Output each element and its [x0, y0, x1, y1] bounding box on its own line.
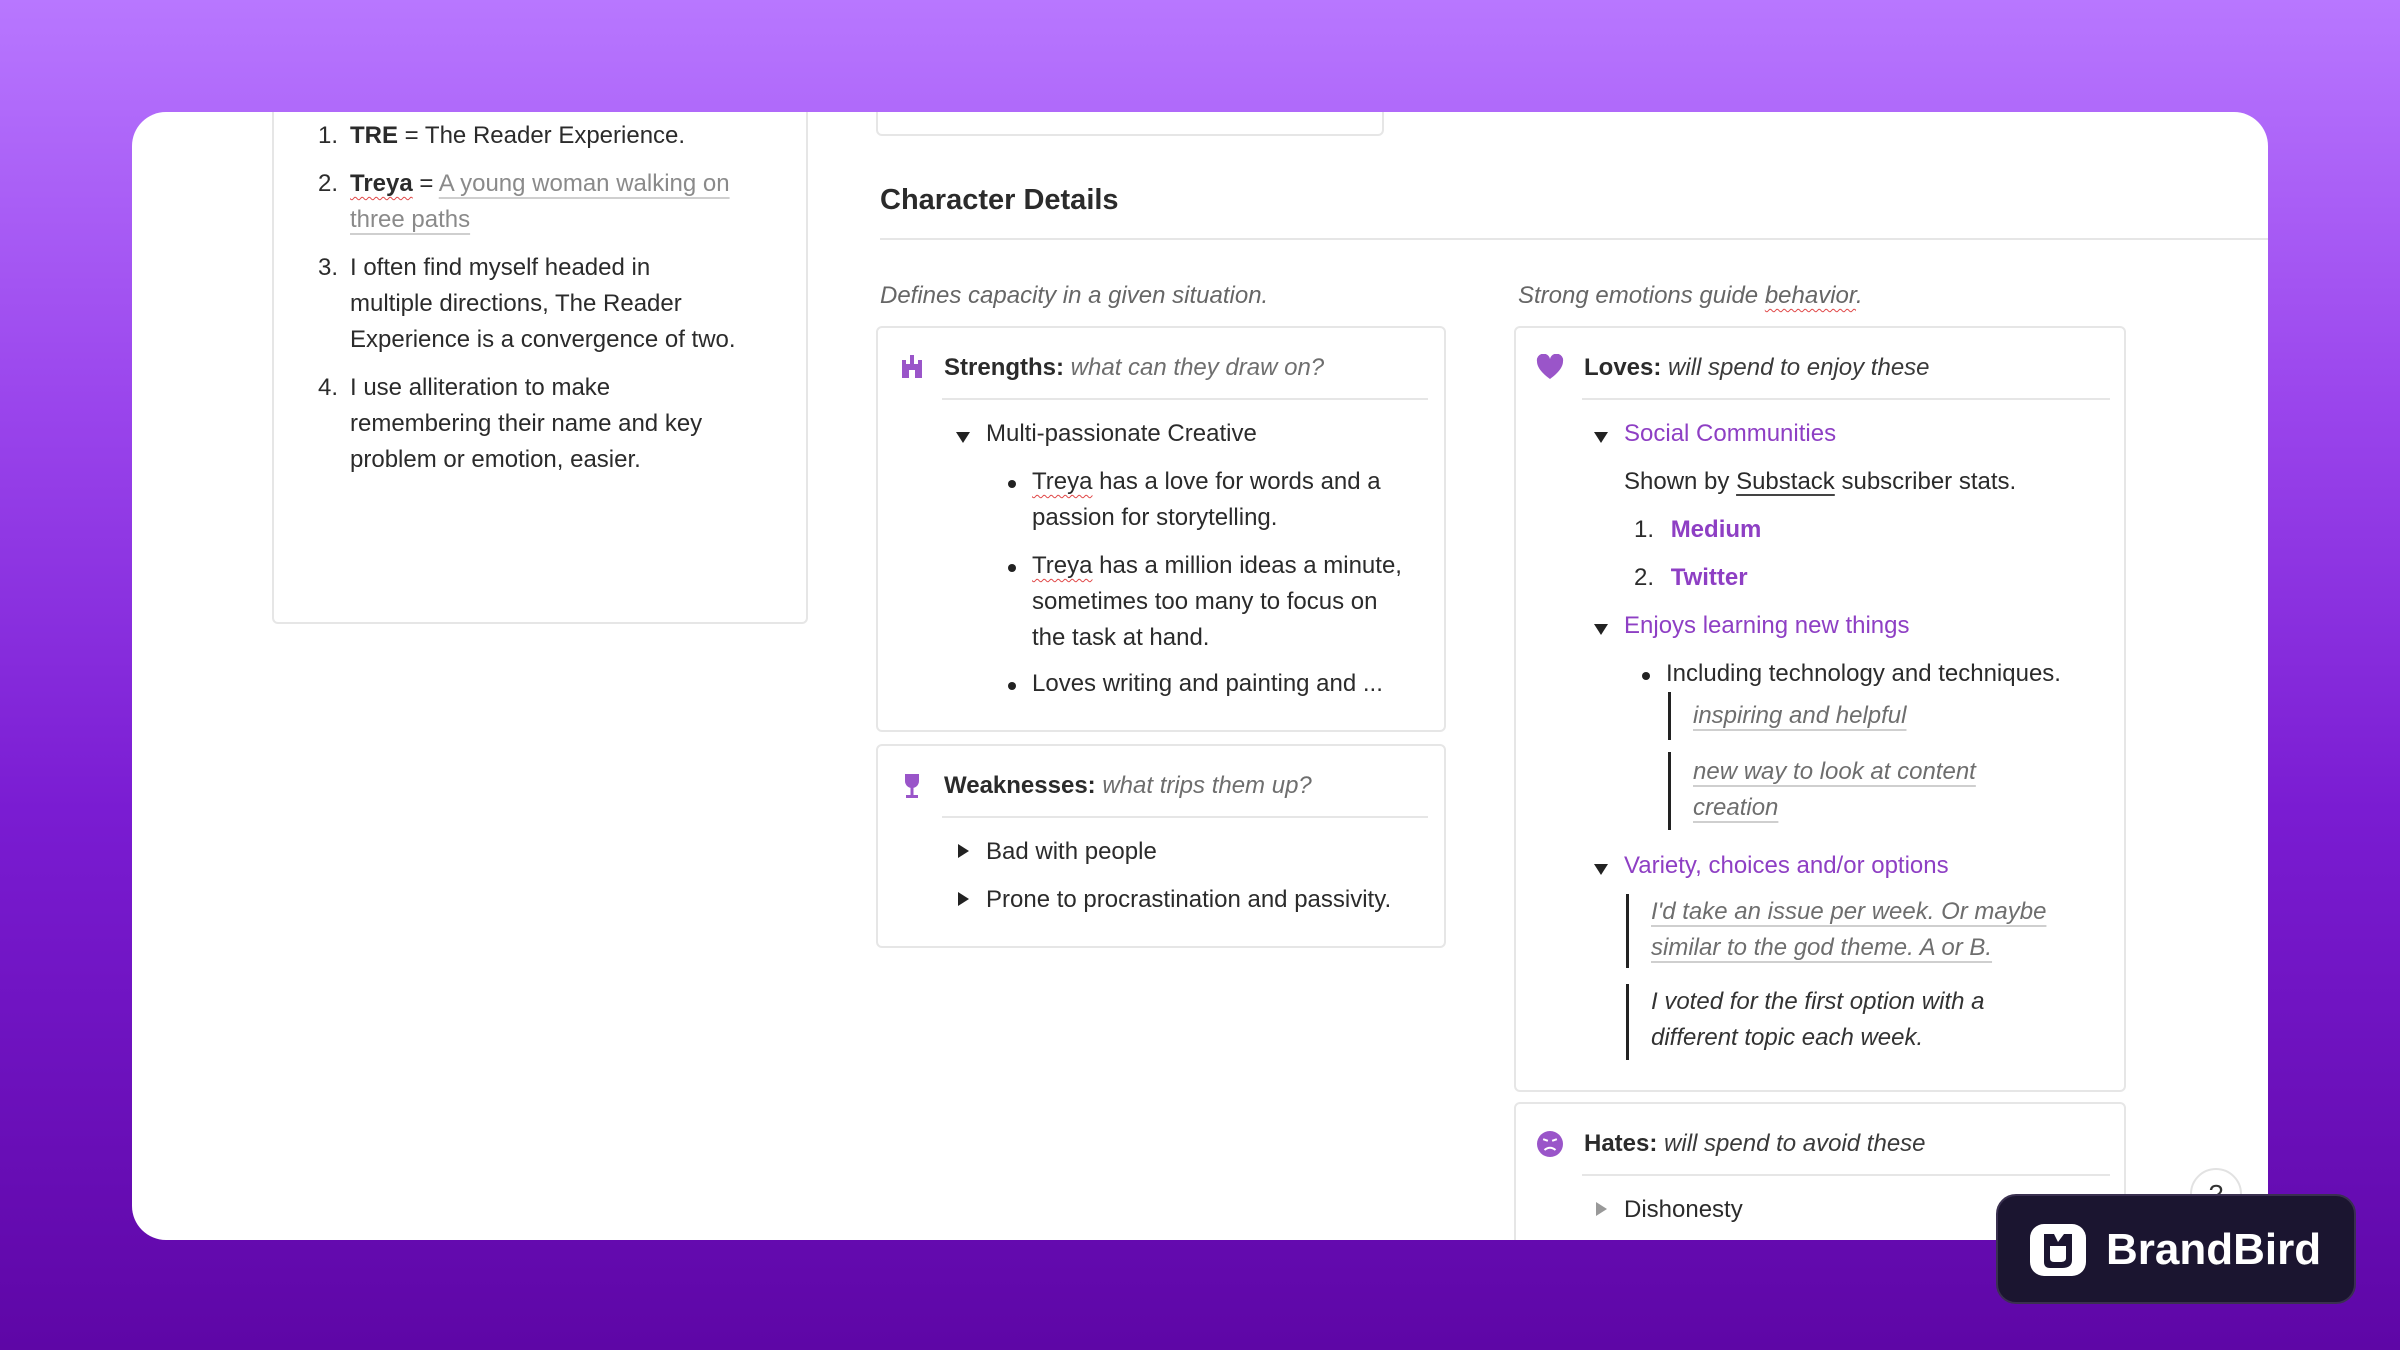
list-number: 2. — [1634, 564, 1655, 591]
toggle-closed-icon[interactable] — [958, 844, 969, 858]
caption-text: . — [1856, 282, 1863, 309]
bullet-item — [1032, 548, 1402, 656]
column-caption: Defines capacity in a given situation. — [880, 282, 1269, 309]
brandbird-logo-icon — [2028, 1222, 2088, 1278]
numbered-item — [1634, 512, 1761, 548]
strengths-callout — [876, 326, 1446, 732]
weaknesses-callout — [876, 744, 1446, 948]
callout-subtitle: will spend to enjoy these — [1661, 354, 1930, 381]
list-number: 1. — [318, 122, 339, 149]
list-text: problem or emotion, easier. — [350, 446, 641, 473]
brandbird-badge — [1996, 1194, 2356, 1304]
callout-subtitle: will spend to avoid these — [1657, 1130, 1926, 1157]
list-text: multiple directions, The Reader — [350, 290, 682, 317]
callout-label: Weaknesses: — [944, 772, 1096, 799]
column-caption — [1518, 278, 1863, 314]
term-bold: Treya — [350, 170, 413, 197]
page-link-cont[interactable]: three paths — [350, 206, 471, 233]
toggle-open-icon[interactable] — [956, 432, 970, 443]
callout-header — [944, 768, 1312, 804]
list-number: 1. — [1634, 516, 1655, 543]
list-item — [318, 166, 730, 238]
quote-block — [1626, 894, 2046, 968]
bullet-dot — [1008, 564, 1016, 572]
bullet-text: has a million ideas a minute, — [1092, 552, 1402, 579]
toggle-title[interactable]: Bad with people — [986, 838, 1157, 865]
caption-text: Strong emotions guide — [1518, 282, 1765, 309]
callout-label: Strengths: — [944, 354, 1064, 381]
toggle-title[interactable]: Prone to procrastination and passivity. — [986, 886, 1392, 913]
list-number: 2. — [318, 170, 339, 197]
notion-page-card — [132, 112, 2268, 1240]
list-text: I often find myself headed in — [350, 254, 651, 281]
toggle-open-icon[interactable] — [1594, 864, 1608, 875]
bullet-dot — [1008, 480, 1016, 488]
callout-label: Hates: — [1584, 1130, 1658, 1157]
bullet-item — [1032, 464, 1381, 536]
term-bold: TRE — [350, 122, 398, 149]
bullet-dot — [1008, 682, 1016, 690]
list-text: I use alliteration to make — [350, 374, 611, 401]
callout-label: Loves: — [1584, 354, 1662, 381]
quote-text: creation — [1693, 794, 1779, 821]
callout-divider — [1582, 1174, 2110, 1176]
term-equals: = — [412, 170, 439, 197]
bullet-text: has a love for words and a — [1092, 468, 1381, 495]
angry-face-icon — [1536, 1130, 1564, 1158]
text: Shown by — [1624, 468, 1737, 495]
section-divider — [880, 238, 2268, 240]
quote-block — [1668, 752, 1976, 830]
toggle-closed-icon[interactable] — [958, 892, 969, 906]
toggle-open-icon[interactable] — [1594, 624, 1608, 635]
callout-subtitle: what can they draw on? — [1064, 354, 1325, 381]
quote-text: different topic each week. — [1651, 1024, 1924, 1051]
quote-block — [1626, 984, 1985, 1060]
callout-divider — [1582, 398, 2110, 400]
bullet-text: passion for storytelling. — [1032, 504, 1278, 531]
heart-icon — [1536, 354, 1564, 380]
callout-header — [1584, 1126, 1926, 1162]
list-number: 4. — [318, 374, 339, 401]
toggle-title[interactable]: Dishonesty — [1624, 1196, 1743, 1223]
caption-word: behavior — [1764, 282, 1856, 309]
bullet-text: the task at hand. — [1032, 624, 1210, 651]
callout-subtitle: what trips them up? — [1095, 772, 1312, 799]
castle-icon — [898, 352, 926, 380]
section-title: Character Details — [880, 184, 1119, 216]
term-definition: = The Reader Experience. — [398, 122, 686, 149]
page-link[interactable]: Twitter — [1670, 564, 1748, 591]
paragraph — [1624, 464, 2016, 500]
page-link[interactable]: A young woman walking on — [438, 170, 730, 197]
underlined-word: Substack — [1736, 468, 1835, 495]
name-word: Treya — [1032, 552, 1093, 579]
quote-text: inspiring and helpful — [1693, 702, 1907, 729]
callout-header — [944, 350, 1324, 386]
name-word: Treya — [1032, 468, 1093, 495]
bullet-item: Including technology and techniques. — [1666, 660, 2061, 687]
list-number: 3. — [318, 254, 339, 281]
toggle-title[interactable]: Social Communities — [1624, 420, 1837, 447]
bullet-dot — [1642, 672, 1650, 680]
bullet-item: Loves writing and painting and ... — [1032, 670, 1383, 697]
toggle-closed-icon[interactable] — [1596, 1202, 1607, 1216]
quote-text: similar to the god theme. A or B. — [1651, 934, 1993, 961]
quote-text: new way to look at content — [1693, 758, 1976, 785]
list-item — [318, 370, 703, 478]
toggle-title[interactable]: Variety, choices and/or options — [1624, 852, 1949, 879]
brand-name: BrandBird — [2106, 1225, 2322, 1274]
callout-header — [1584, 350, 1930, 386]
text: subscriber stats. — [1834, 468, 2017, 495]
list-text: Experience is a convergence of two. — [350, 326, 736, 353]
bullet-text: sometimes too many to focus on — [1032, 588, 1378, 615]
toggle-title[interactable]: Multi-passionate Creative — [986, 420, 1257, 447]
callout-divider — [942, 816, 1428, 818]
quote-text: I'd take an issue per week. Or maybe — [1651, 898, 2047, 925]
toggle-open-icon[interactable] — [1594, 432, 1608, 443]
loves-callout — [1514, 326, 2126, 1092]
partial-block-box — [876, 112, 1384, 136]
callout-divider — [942, 398, 1428, 400]
page-link[interactable]: Medium — [1670, 516, 1762, 543]
quote-block — [1668, 692, 1906, 740]
list-text: remembering their name and key — [350, 410, 703, 437]
list-item — [318, 250, 736, 358]
glossary-list-box — [272, 112, 808, 624]
wine-glass-icon — [900, 772, 924, 800]
list-item — [318, 118, 686, 154]
quote-text: I voted for the first option with a — [1651, 988, 1985, 1015]
toggle-title[interactable]: Enjoys learning new things — [1624, 612, 1910, 639]
numbered-item — [1634, 560, 1748, 596]
